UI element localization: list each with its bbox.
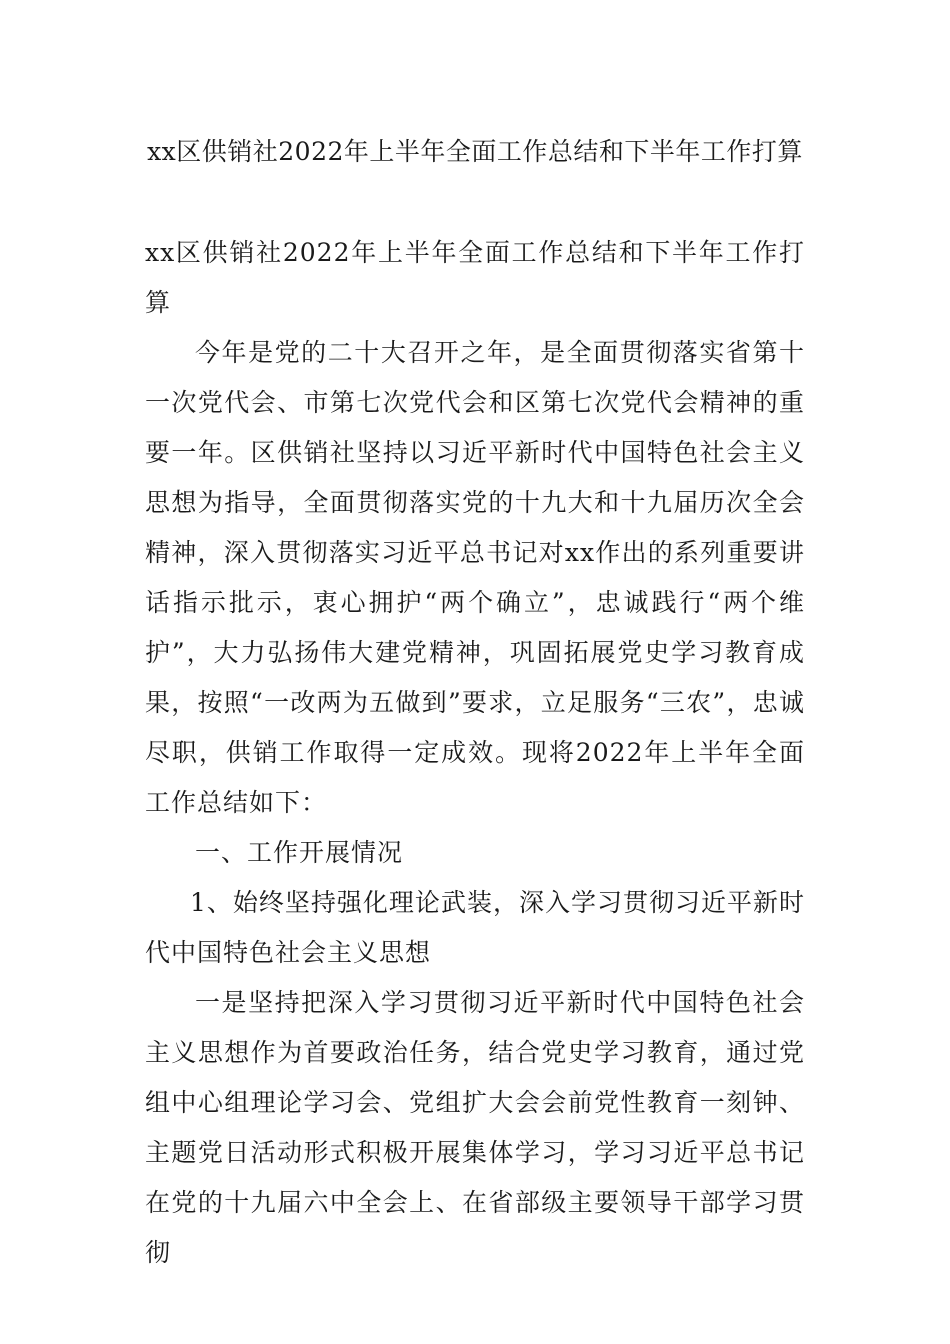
- intro-paragraph: 今年是党的二十大召开之年，是全面贯彻落实省第十一次党代会、市第七次党代会和区第七次党代会精神的重要一年。区供销社坚持以习近平新时代中国特色社会主义思想为指导，全面贯彻落实党的十九大和十九届历次全会精神，深入贯彻落实习近平总书记对xx作出的系列重要讲话指示批示，衷心拥护“两个确立”，忠诚践行“两个维护”，大力弘扬伟大建党精神，巩固拓展党史学习教育成果，按照“一改两为五做到”要求，立足服务“三农”，忠诚尽职，供销工作取得一定成效。现将2022年上半年全面工作总结如下：: [145, 338, 805, 817]
- heading-repeat: xx区供销社2022年上半年全面工作总结和下半年工作打算: [145, 238, 805, 317]
- document-body: [145, 228, 805, 1278]
- document-title: xx区供销社2022年上半年全面工作总结和下半年工作打算: [147, 137, 803, 166]
- section-1-heading: 一、工作开展情况: [195, 838, 404, 867]
- subsection-1-heading: 1、始终坚持强化理论武装，深入学习贯彻习近平新时代中国特色社会主义思想: [145, 888, 805, 967]
- paragraph-1: 一是坚持把深入学习贯彻习近平新时代中国特色社会主义思想作为首要政治任务，结合党史学习教育，通过党组中心组理论学习会、党组扩大会会前党性教育一刻钟、主题党日活动形式积极开展集体学习，学习习近平总书记在党的十九届六中全会上、在省部级主要领导干部学习贯彻: [145, 988, 805, 1267]
